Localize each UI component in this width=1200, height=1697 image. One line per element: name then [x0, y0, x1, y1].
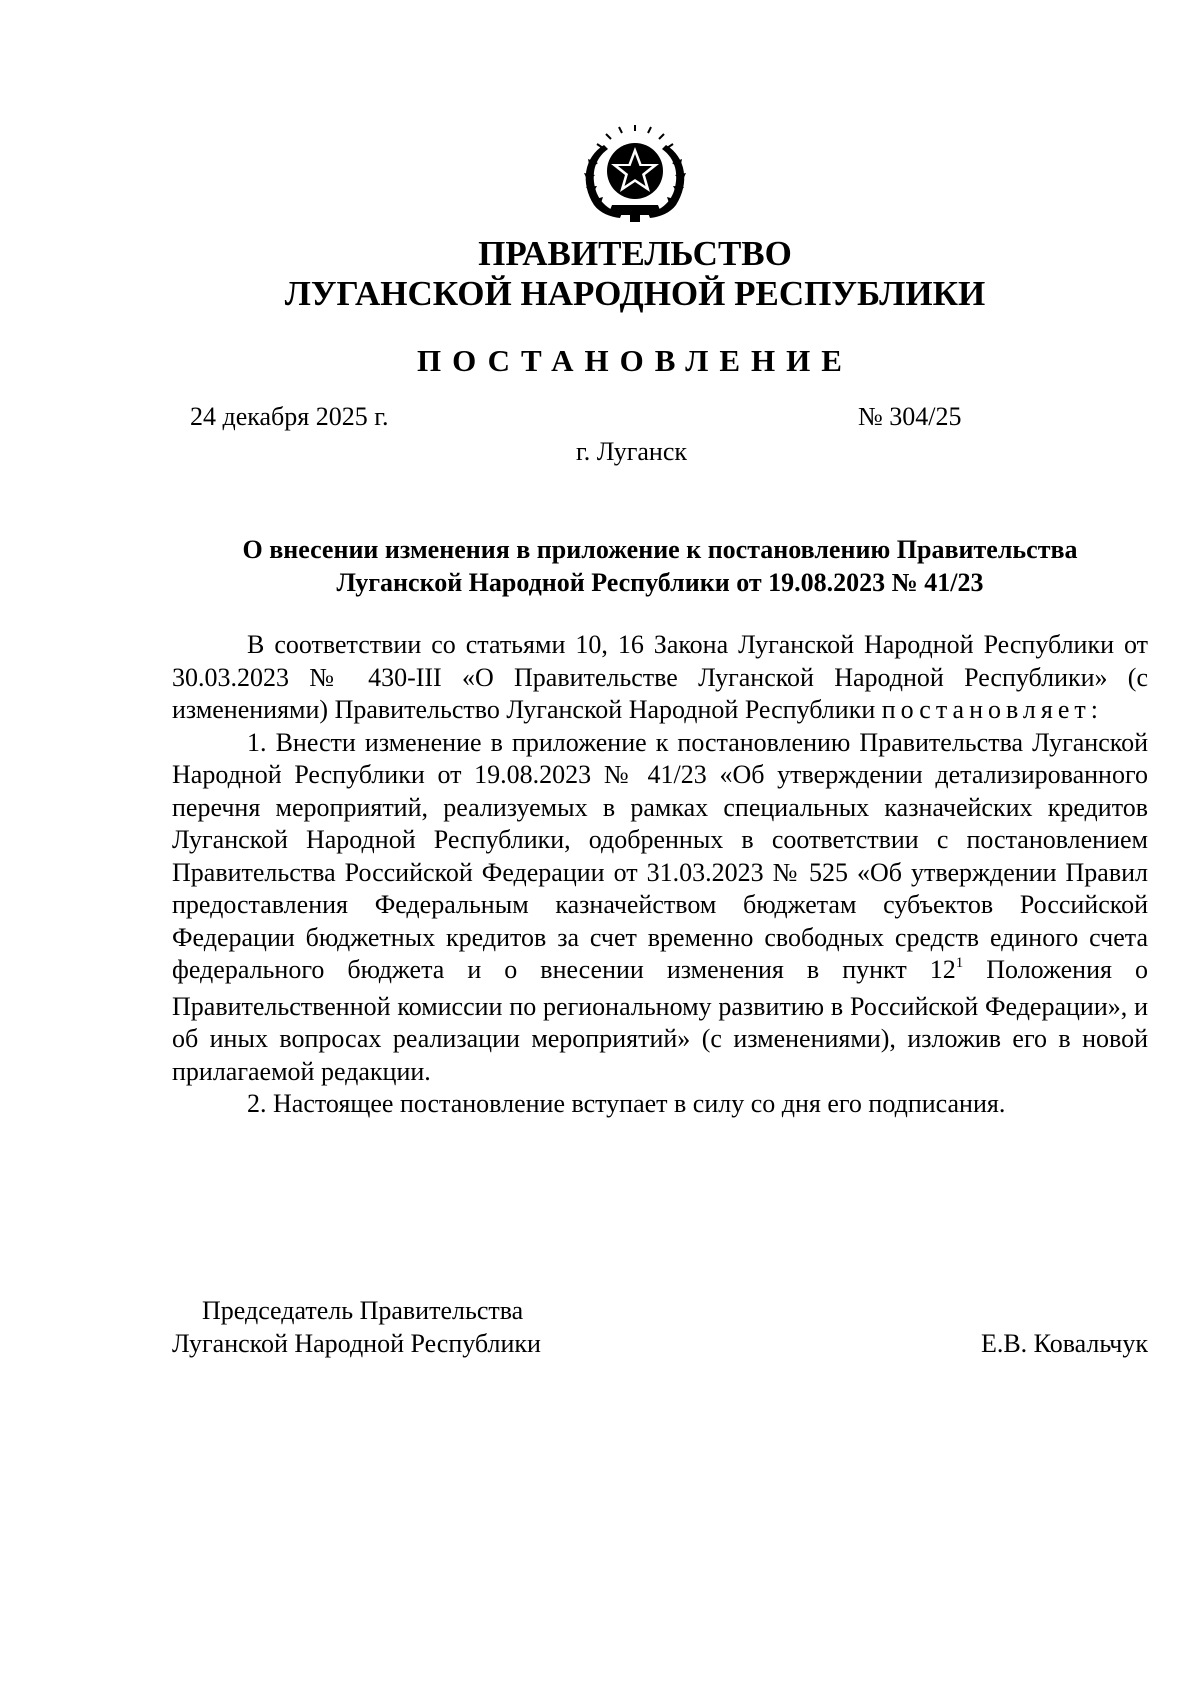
signer-position-line1: Председатель Правительства	[202, 1296, 524, 1325]
signer-name: Е.В. Ковальчук	[980, 1329, 1148, 1358]
signer-position	[172, 1294, 541, 1360]
resolves-word: постановляет:	[881, 695, 1103, 724]
item-1-superscript: 1	[955, 955, 964, 971]
item-1-paragraph	[172, 727, 1148, 1089]
item-1-text-cont: Положения о Правительственной комиссии по региональному развитию в Российской Федерации», и об иных вопросах реализации мероприятий» (с изменениями), изложив его в новой прилагаемой редакции.	[172, 955, 1148, 1086]
organization-name-line2: ЛУГАНСКОЙ НАРОДНОЙ РЕСПУБЛИКИ	[284, 274, 986, 313]
intro-text: В соответствии со статьями 10, 16 Закона Луганской Народной Республики от 30.03.2023 № 430-III «О Правительстве Луганской Народной Республики» (с изменениями) Правительство Луганской Народной Республики	[172, 630, 1148, 724]
document-city: г. Луганск	[576, 437, 688, 466]
republic-emblem-icon	[574, 125, 696, 225]
organization-name-line1: ПРАВИТЕЛЬСТВО	[478, 234, 792, 273]
document-body	[172, 629, 1148, 1121]
subject-line2: Луганской Народной Республики от 19.08.2023 № 41/23	[336, 568, 984, 597]
intro-paragraph	[172, 629, 1148, 727]
signer-position-line2: Луганской Народной Республики	[172, 1329, 541, 1358]
item-1-text: 1. Внести изменение в приложение к постановлению Правительства Луганской Народной Республики от 19.08.2023 № 41/23 «Об утверждении детализированного перечня мероприятий, реализуемых в рамках специальных казначейских кредитов Луганской Народной Республики, одобренных в соответствии с постановлением Правительства Российской Федерации от 31.03.2023 № 525 «Об утверждении Правил предоставления Федеральным казначейством бюджетам субъектов Российской Федерации бюджетных кредитов за счет временно свободных средств единого счета федерального бюджета и о внесении изменения в пункт 12	[172, 727, 1148, 984]
document-subject	[170, 533, 1150, 599]
item-2-paragraph: 2. Настоящее постановление вступает в силу со дня его подписания.	[247, 1089, 1006, 1118]
document-date: 24 декабря 2025 г.	[190, 402, 389, 431]
document-type: ПОСТАНОВЛЕНИЕ	[417, 343, 853, 378]
subject-line1: О внесении изменения в приложение к постановлению Правительства	[242, 535, 1078, 564]
document-number: № 304/25	[858, 402, 962, 431]
